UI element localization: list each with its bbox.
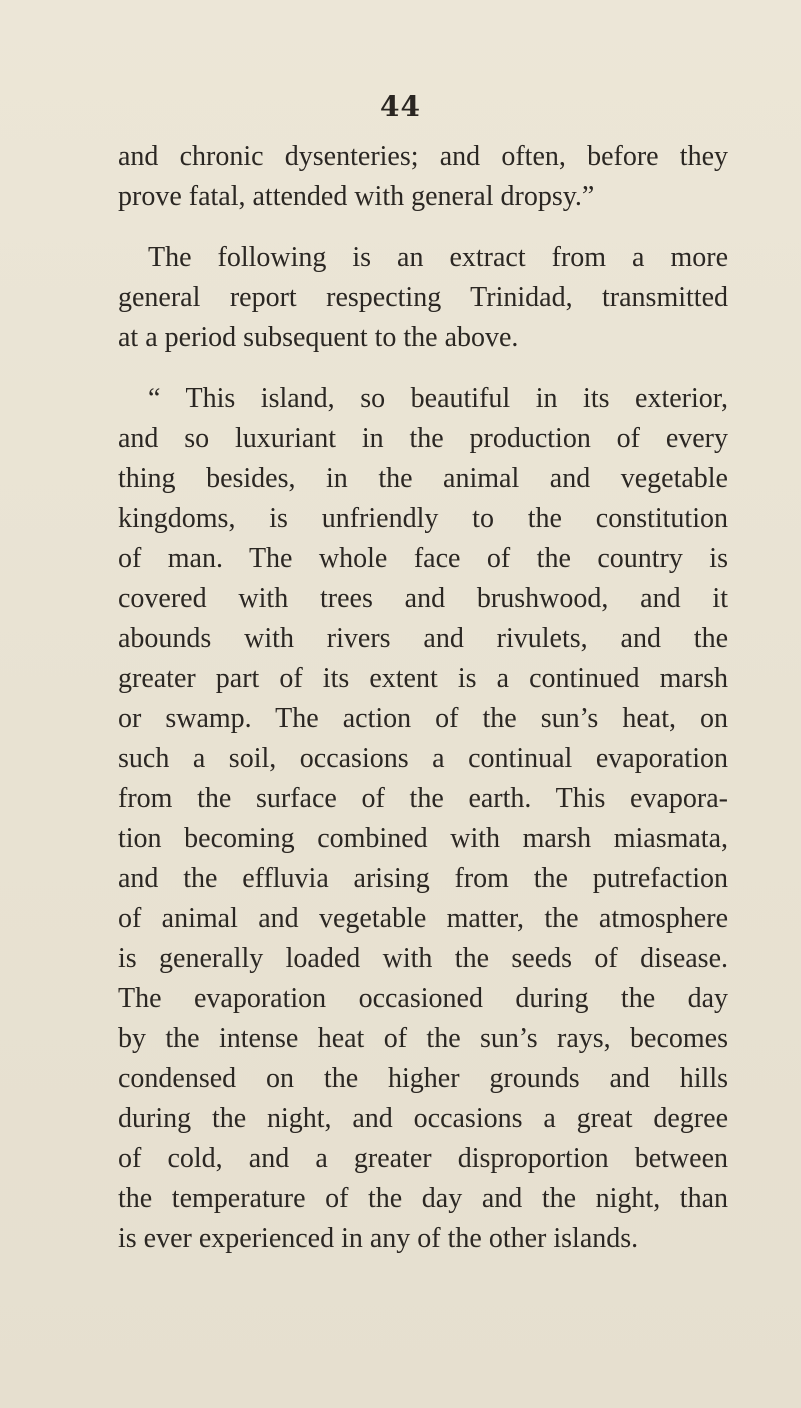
text-line: and so luxuriant in the production of every [118,423,728,454]
text-line: covered with trees and brushwood, and it [118,583,728,614]
text-line: of cold, and a greater disproportion between [118,1143,728,1174]
text-line: of man. The whole face of the country is [118,543,728,574]
text-line: from the surface of the earth. This evapora- [118,783,728,814]
text-line: The evaporation occasioned during the day [118,983,728,1014]
text-line: during the night, and occasions a great degree [118,1103,728,1134]
text-line: kingdoms, is unfriendly to the constitution [118,503,728,534]
text-line: is generally loaded with the seeds of disease. [118,943,728,974]
text-line: general report respecting Trinidad, transmitted [118,282,728,313]
text-line: such a soil, occasions a continual evaporation [118,743,728,774]
text-line: prove fatal, attended with general dropsy.” [118,181,595,212]
text-line: condensed on the higher grounds and hills [118,1063,728,1094]
text-line: at a period subsequent to the above. [118,322,519,353]
text-line: “ This island, so beautiful in its exterior, [148,383,728,414]
text-line: greater part of its extent is a continued marsh [118,663,728,694]
paragraph-2 [118,238,728,358]
text-line: is ever experienced in any of the other islands. [118,1223,639,1254]
text-line: and chronic dysenteries; and often, before they [118,141,728,172]
paragraph-1 [118,137,728,217]
text-line: and the effluvia arising from the putrefaction [118,863,728,894]
paragraph-gap [118,217,728,238]
text-line: The following is an extract from a more [148,242,728,273]
paragraph-3 [118,379,728,1259]
text-line: the temperature of the day and the night, than [118,1183,728,1214]
page-number: 44 [380,90,421,123]
text-line: tion becoming combined with marsh miasmata, [118,823,728,854]
text-line: thing besides, in the animal and vegetable [118,463,728,494]
text-line: by the intense heat of the sun’s rays, becomes [118,1023,728,1054]
paragraph-gap [118,358,728,379]
body-text [118,137,728,1259]
text-line: of animal and vegetable matter, the atmosphere [118,903,728,934]
text-line: abounds with rivers and rivulets, and the [118,623,728,654]
text-line: or swamp. The action of the sun’s heat, on [118,703,728,734]
